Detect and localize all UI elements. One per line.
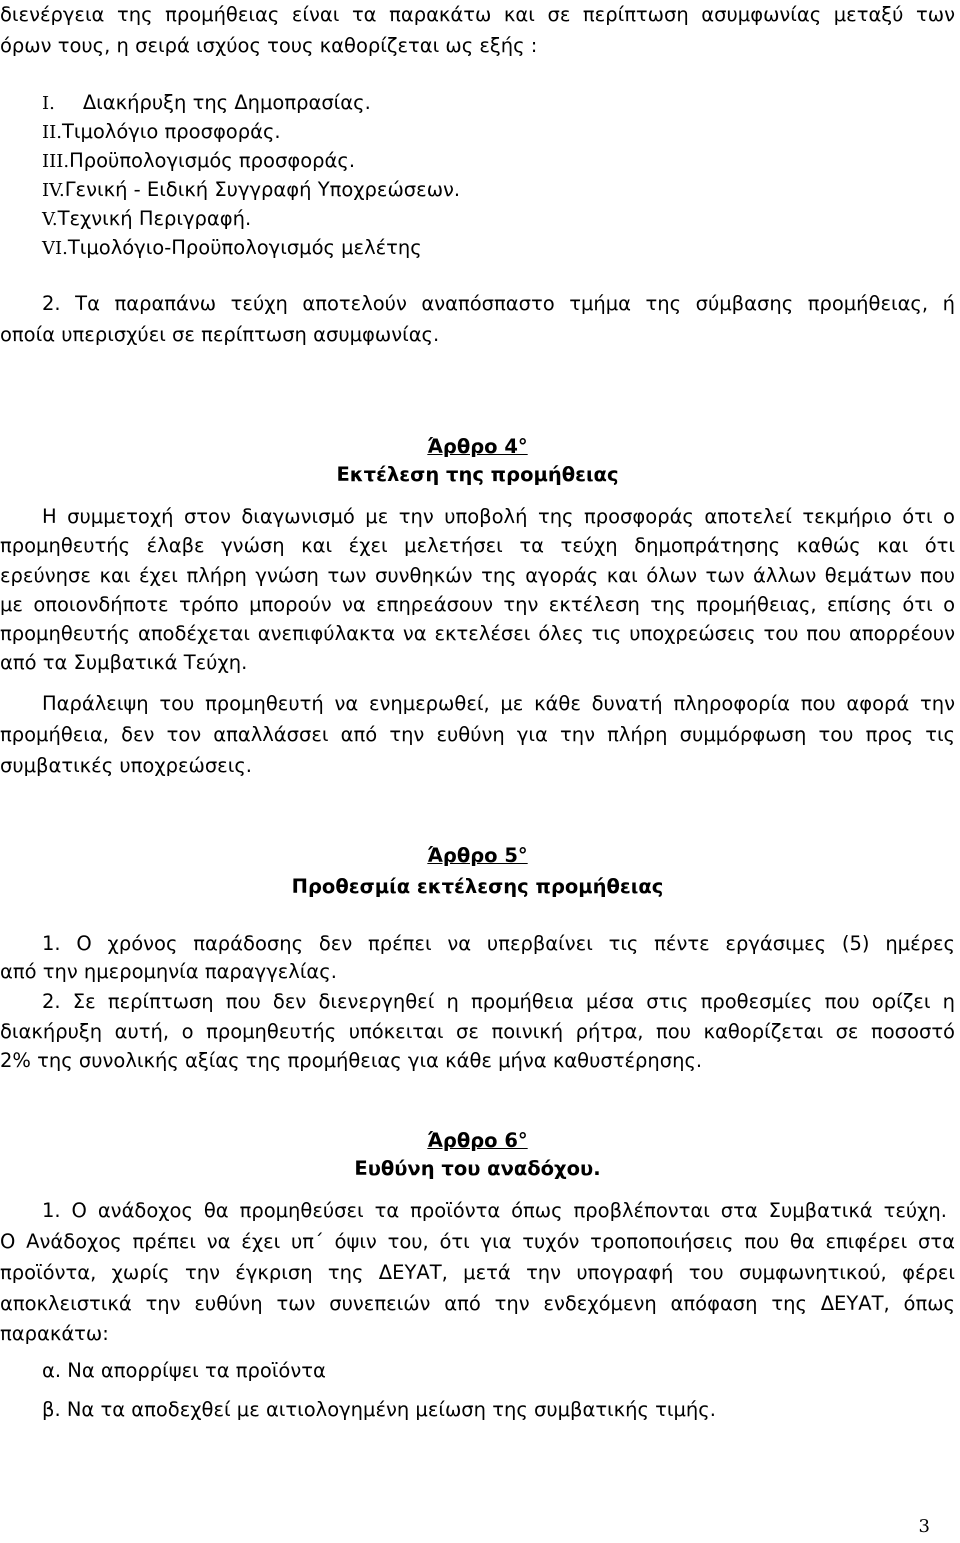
- list-item-text: Διακήρυξη της Δημοπρασίας.: [82, 91, 371, 114]
- article4-p1-line: προμηθευτής έλαβε γνώση και έχει μελετήσει τα τεύχη δημοπράτησης καθώς και ότι: [0, 534, 955, 557]
- article6-p1-line: αποκλειστικά την ευθύνη των συνεπειών από την ενδεχόμενη απόφαση της ΔΕΥΑΤ, όπως: [0, 1292, 955, 1315]
- list-item-text: Γενική - Ειδική Συγγραφή Υποχρεώσεων.: [64, 178, 461, 201]
- intro-line-2: όρων τους, η σειρά ισχύος τους καθορίζεται ως εξής :: [0, 34, 538, 57]
- para2-line-1: 2. Τα παραπάνω τεύχη αποτελούν αναπόσπαστο τμήμα της σύμβασης προμήθειας, ή: [42, 292, 955, 315]
- list-item-number: II.: [42, 122, 62, 143]
- article5-p2-line: διακήρυξη αυτή, ο προμηθευτής υπόκειται σε ποινική ρήτρα, που καθορίζεται σε ποσοστό: [0, 1020, 955, 1043]
- article4-p2-line: συμβατικές υποχρεώσεις.: [0, 754, 252, 777]
- article5-p2-line: 2% της συνολικής αξίας της προμήθειας για κάθε μήνα καθυστέρησης.: [0, 1049, 703, 1072]
- article6-p1-line: προϊόντα, χωρίς την έγκριση της ΔΕΥΑΤ, μετά την υπογραφή του συμφωνητικού, φέρει: [0, 1261, 955, 1284]
- list-item: [42, 146, 960, 177]
- list-item: [42, 204, 960, 235]
- article5-p2-line: 2. Σε περίπτωση που δεν διενεργηθεί η προμήθεια μέσα στις προθεσμίες που ορίζει η: [42, 990, 955, 1013]
- article6-title: Ευθύνη του αναδόχου.: [354, 1157, 601, 1180]
- article6-item-a: α. Να απορρίψει τα προϊόντα: [42, 1359, 326, 1382]
- article5-p1-line: 1. Ο χρόνος παράδοσης δεν πρέπει να υπερβαίνει τις πέντε εργάσιμες (5) ημέρες: [42, 932, 955, 955]
- list-item: [42, 233, 960, 264]
- article4-p1-line: Η συμμετοχή στον διαγωνισμό με την υποβολή της προσφοράς αποτελεί τεκμήριο ότι ο: [42, 505, 955, 528]
- list-item-number: VI.: [42, 238, 68, 259]
- article6-number: Άρθρο 6°: [427, 1129, 528, 1152]
- list-item: [42, 117, 960, 148]
- para2-line-2: οποία υπερισχύει σε περίπτωση ασυμφωνίας.: [0, 323, 440, 346]
- article5-p1-line: από την ημερομηνία παραγγελίας.: [0, 960, 337, 983]
- article4-p2-line: Παράλειψη του προμηθευτή να ενημερωθεί, με κάθε δυνατή πληροφορία που αφορά την: [42, 692, 955, 715]
- page-number: 3: [918, 1516, 930, 1537]
- article5-number: Άρθρο 5°: [427, 844, 528, 867]
- intro-line-1: διενέργεια της προμήθειας είναι τα παρακάτω και σε περίπτωση ασυμφωνίας μεταξύ των: [0, 3, 955, 26]
- article4-p1-line: με οποιονδήποτε τρόπο μπορούν να επηρεάσουν την εκτέλεση της προμήθειας, επίσης ότι ο: [0, 593, 955, 616]
- article6-p1-line: Ο Ανάδοχος πρέπει να έχει υπ΄ όψιν του, ότι για τυχόν τροποποιήσεις που θα επιφέρει στα: [0, 1230, 955, 1253]
- list-item-number: I.: [42, 93, 55, 114]
- article4-p1-line: προμηθευτής αποδέχεται ανεπιφύλακτα να εκτελέσει όλες τις υποχρεώσεις του που απορρέουν: [0, 622, 955, 645]
- list-item: [42, 88, 960, 119]
- article5-title: Προθεσμία εκτέλεσης προμήθειας: [291, 875, 664, 898]
- article6-p1-line: παρακάτω:: [0, 1322, 109, 1345]
- article6-item-b: β. Να τα αποδεχθεί με αιτιολογημένη μείωση της συμβατικής τιμής.: [42, 1398, 716, 1421]
- list-item-text: Τιμολόγιο προσφοράς.: [61, 120, 281, 143]
- article4-p1-line: από τα Συμβατικά Τεύχη.: [0, 651, 248, 674]
- article4-number: Άρθρο 4°: [427, 435, 528, 458]
- list-item-text: Προϋπολογισμός προσφοράς.: [69, 149, 356, 172]
- list-item-number: III.: [42, 151, 70, 172]
- list-item-number: IV.: [42, 180, 65, 201]
- article6-p1-line: 1. Ο ανάδοχος θα προμηθεύσει τα προϊόντα όπως προβλέπονται στα Συμβατικά τεύχη.: [42, 1199, 947, 1222]
- list-item-number: V.: [42, 209, 58, 230]
- article4-p2-line: προμήθεια, δεν τον απαλλάσσει από την ευθύνη για την πλήρη συμμόρφωση του προς τις: [0, 723, 955, 746]
- list-item: [42, 175, 960, 206]
- article4-title: Εκτέλεση της προμήθειας: [336, 463, 619, 486]
- article4-p1-line: ερεύνησε και έχει πλήρη γνώση των συνθηκών της αγοράς και όλων των άλλων θεμάτων που: [0, 564, 955, 587]
- list-item-text: Τεχνική Περιγραφή.: [57, 207, 252, 230]
- list-item-text: Τιμολόγιο-Προϋπολογισμός μελέτης: [67, 236, 422, 259]
